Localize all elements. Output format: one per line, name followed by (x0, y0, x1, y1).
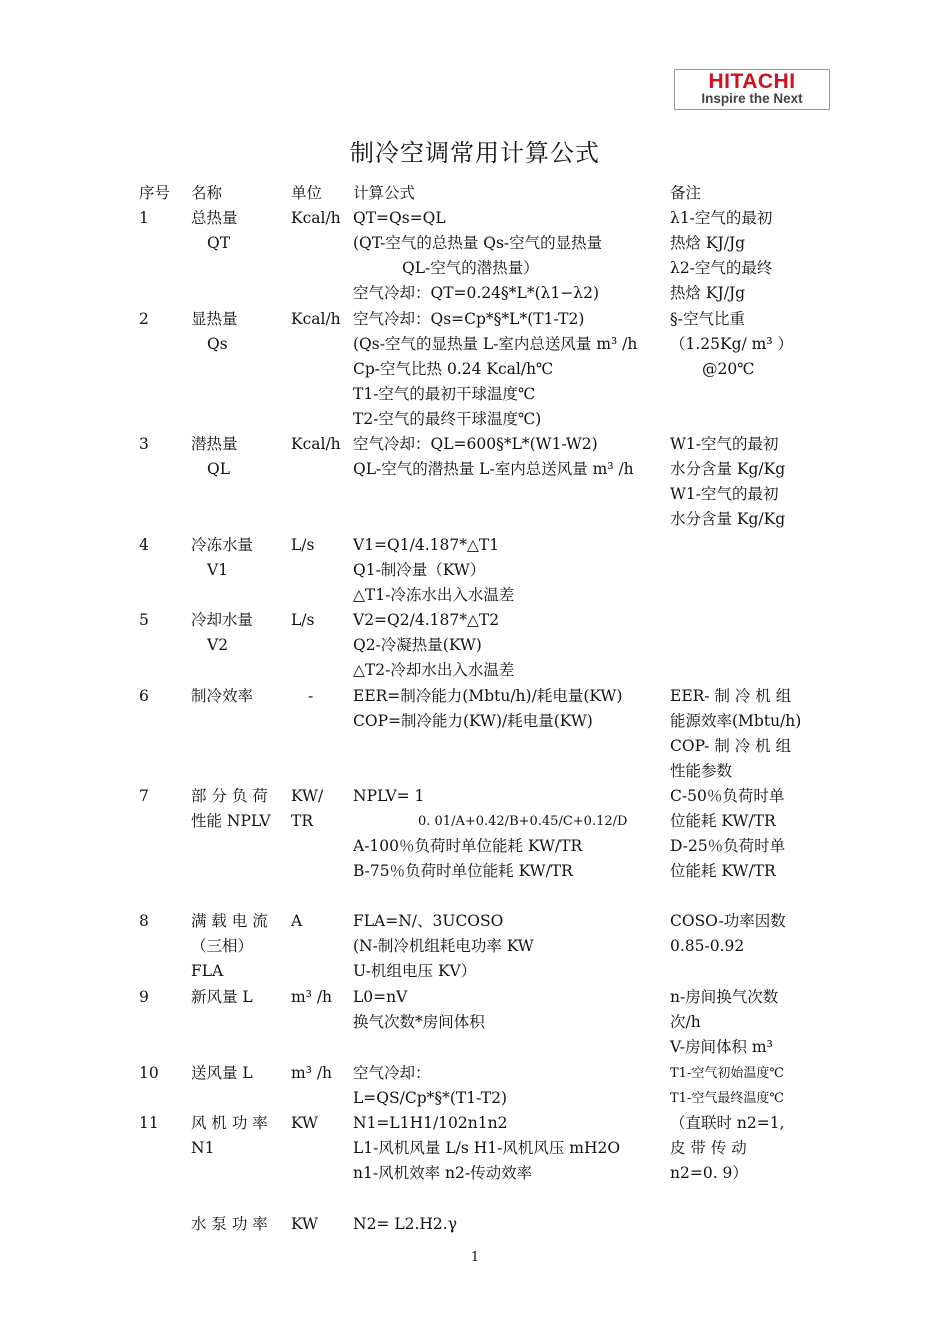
formula-line: L=QS/Cp*§*(T1-T2) (353, 1089, 508, 1107)
note-line: COP- 制 冷 机 组 (670, 737, 792, 755)
header-note: 备注 (670, 184, 702, 202)
row-name: 潜热量 (191, 435, 238, 453)
header-no: 序号 (139, 184, 171, 202)
formula-line: EER=制冷能力(Mbtu/h)/耗电量(KW) (353, 687, 623, 705)
page-number: 1 (470, 1250, 480, 1265)
note-line: （1.25Kg/ m³ ） (670, 335, 794, 353)
note-line: 水分含量 Kg/Kg (670, 460, 786, 478)
header-unit: 单位 (291, 184, 323, 202)
row-unit: KW/ (291, 787, 324, 805)
row-no: 7 (139, 787, 149, 805)
formula-line: N1=L1H1/102n1n2 (353, 1114, 508, 1132)
note-line: D-25％负荷时单 (670, 837, 786, 855)
formula-line: A-100％负荷时单位能耗 KW/TR (353, 837, 583, 855)
document-title: 制冷空调常用计算公式 (350, 139, 600, 167)
row-name: 部 分 负 荷 (191, 787, 268, 805)
formula-line: L0=nV (353, 988, 408, 1006)
formula-line: 空气冷却：QL=600§*L*(W1-W2) (353, 435, 598, 453)
formula-line: QL-空气的潜热量） (402, 259, 539, 277)
note-line: @20℃ (702, 360, 755, 378)
row-name: （三相） (191, 937, 254, 955)
note-line: λ1-空气的最初 (670, 209, 773, 227)
formula-line: 空气冷却： (353, 1064, 431, 1082)
formula-line: 换气次数*房间体积 (353, 1013, 485, 1031)
formula-line: 空气冷却：QT=0.24§*L*(λ1−λ2) (353, 284, 600, 302)
row-name: 满 载 电 流 (191, 912, 268, 930)
row-unit: Kcal/h (291, 310, 341, 328)
row-name: 总热量 (191, 209, 238, 227)
hitachi-logo (674, 69, 830, 110)
formula-line: COP=制冷能力(KW)/耗电量(KW) (353, 712, 593, 730)
row-no: 1 (139, 209, 149, 227)
note-line: T1-空气最终温度℃ (670, 1091, 784, 1106)
row-symbol: QT (207, 234, 231, 252)
note-line: W1-空气的最初 (670, 485, 779, 503)
row-name: 性能 NPLV (191, 812, 271, 830)
formula-line: N2= L2.H2.γ (353, 1215, 457, 1233)
note-line: 性能参数 (670, 762, 733, 780)
row-symbol: FLA (191, 962, 224, 980)
row-unit: m³ /h (291, 988, 333, 1006)
formula-line: (N-制冷机组耗电功率 KW (353, 937, 534, 955)
note-line: 次/h (670, 1013, 701, 1031)
formula-line: NPLV= 1 (353, 787, 425, 805)
row-symbol: V1 (207, 561, 229, 579)
row-symbol: V2 (207, 636, 229, 654)
row-unit: KW (291, 1215, 318, 1233)
formula-line: L1-风机风量 L/s H1-风机风压 mH2O (353, 1139, 621, 1157)
row-unit: L/s (291, 536, 315, 554)
row-name: 水 泵 功 率 (191, 1215, 268, 1233)
row-no: 9 (139, 988, 149, 1006)
row-symbol: Qs (207, 335, 228, 353)
formula-line: n1-风机效率 n2-传动效率 (353, 1164, 533, 1182)
formula-line: V1=Q1/4.187*△T1 (353, 536, 500, 554)
note-line: V-房间体积 m³ (670, 1038, 773, 1056)
row-unit: - (308, 687, 314, 705)
row-name: 制冷效率 (191, 687, 254, 705)
formula-line: 0. 01/A+0.42/B+0.45/C+0.12/D (418, 814, 628, 829)
row-no: 2 (139, 310, 149, 328)
formula-line: Q2-冷凝热量(KW) (353, 636, 482, 654)
note-line: n2=0. 9） (670, 1164, 748, 1182)
formula-line: T2-空气的最终干球温度℃) (353, 410, 542, 428)
row-name: 冷冻水量 (191, 536, 254, 554)
note-line: （直联时 n2=1, (670, 1114, 785, 1132)
note-line: λ2-空气的最终 (670, 259, 773, 277)
formula-line: △T1-冷冻水出入水温差 (353, 586, 515, 604)
note-line: n-房间换气次数 (670, 988, 779, 1006)
row-unit: Kcal/h (291, 209, 341, 227)
formula-line: △T2-冷却水出入水温差 (353, 661, 515, 679)
note-line: 热焓 KJ/Jg (670, 234, 746, 252)
note-line: T1-空气初始温度℃ (670, 1066, 784, 1081)
formula-line: 空气冷却：Qs=Cp*§*L*(T1-T2) (353, 310, 585, 328)
note-line: COSO-功率因数 (670, 912, 786, 930)
note-line: 0.85-0.92 (670, 937, 745, 955)
row-unit: KW (291, 1114, 318, 1132)
row-no: 5 (139, 611, 149, 629)
formula-line: QL-空气的潜热量 L-室内总送风量 m³ /h (353, 460, 634, 478)
logo-tagline: Inspire the Next (701, 91, 803, 106)
formula-line: QT=Qs=QL (353, 209, 446, 227)
row-no: 6 (139, 687, 149, 705)
row-name: 新风量 L (191, 988, 253, 1006)
row-no: 8 (139, 912, 149, 930)
row-unit: A (291, 912, 303, 930)
row-name: 显热量 (191, 310, 238, 328)
formula-line: Cp-空气比热 0.24 Kcal/h℃ (353, 360, 554, 378)
row-no: 11 (139, 1114, 159, 1132)
formula-line: Q1-制冷量（KW） (353, 561, 486, 579)
row-unit: m³ /h (291, 1064, 333, 1082)
logo-brand: HITACHI (708, 70, 796, 93)
row-unit: TR (291, 812, 314, 830)
formula-line: (QT-空气的总热量 Qs-空气的显热量 (353, 234, 603, 252)
formula-line: B-75％负荷时单位能耗 KW/TR (353, 862, 573, 880)
row-symbol: QL (207, 460, 231, 478)
row-unit: L/s (291, 611, 315, 629)
row-no: 4 (139, 536, 149, 554)
row-symbol: N1 (191, 1139, 215, 1157)
note-line: 能源效率(Mbtu/h) (670, 712, 802, 730)
note-line: EER- 制 冷 机 组 (670, 687, 792, 705)
row-no: 3 (139, 435, 149, 453)
note-line: W1-空气的最初 (670, 435, 779, 453)
row-no: 10 (139, 1064, 159, 1082)
note-line: 热焓 KJ/Jg (670, 284, 746, 302)
row-unit: Kcal/h (291, 435, 341, 453)
header-formula: 计算公式 (353, 184, 416, 202)
formula-line: U-机组电压 KV） (353, 962, 477, 980)
note-line: C-50％负荷时单 (670, 787, 785, 805)
row-name: 冷却水量 (191, 611, 254, 629)
note-line: 位能耗 KW/TR (670, 812, 776, 830)
formula-line: (Qs-空气的显热量 L-室内总送风量 m³ /h (353, 335, 638, 353)
note-line: 皮 带 传 动 (670, 1139, 747, 1157)
formula-line: T1-空气的最初干球温度℃ (353, 385, 536, 403)
header-name: 名称 (191, 184, 223, 202)
note-line: 位能耗 KW/TR (670, 862, 776, 880)
row-name: 风 机 功 率 (191, 1114, 268, 1132)
note-line: 水分含量 Kg/Kg (670, 510, 786, 528)
formula-line: V2=Q2/4.187*△T2 (353, 611, 500, 629)
note-line: §-空气比重 (670, 310, 745, 328)
row-name: 送风量 L (191, 1064, 253, 1082)
formula-line: FLA=N/、3UCOSO (353, 912, 504, 930)
